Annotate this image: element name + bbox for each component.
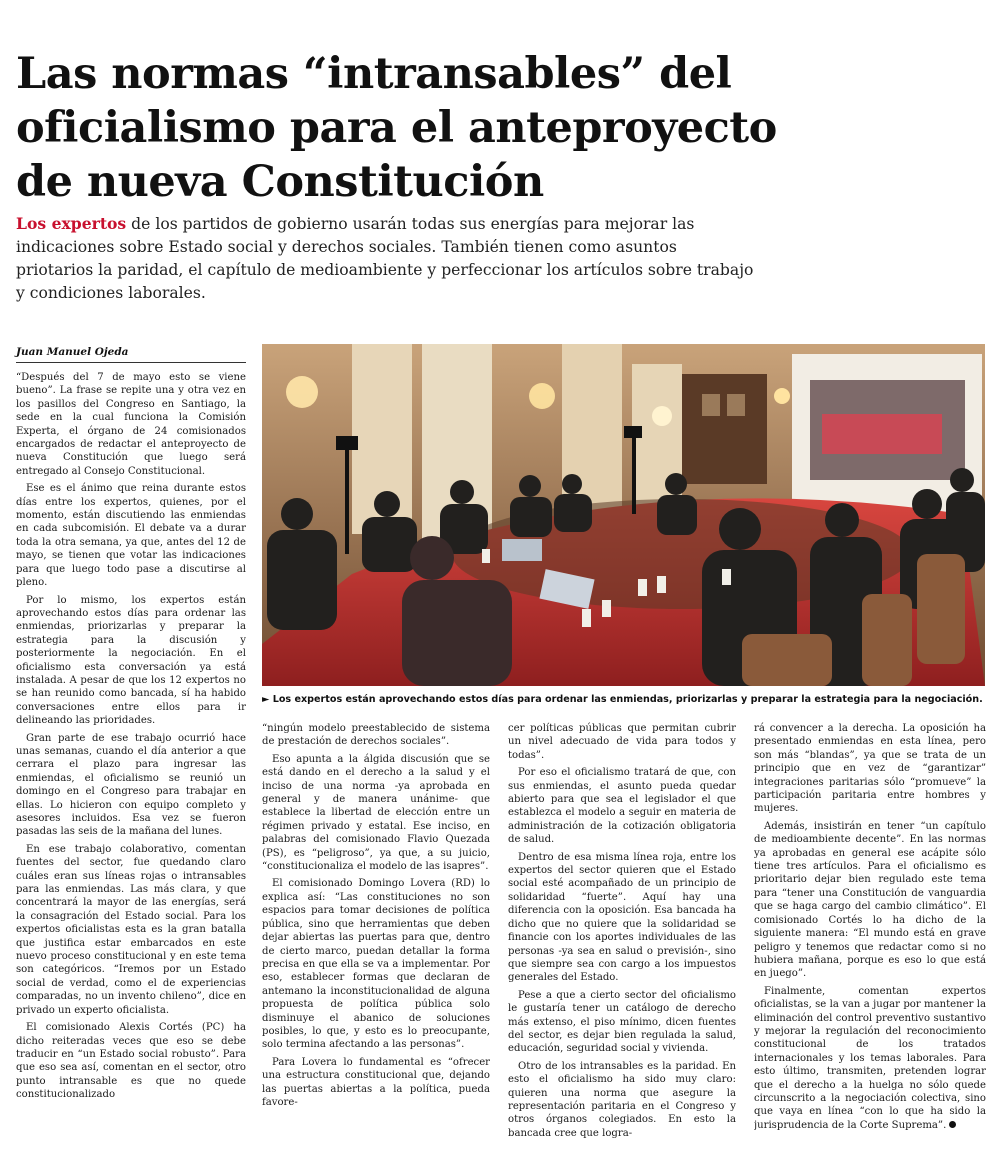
paragraph: cer políticas públicas que permitan cubrir un nivel adecuado de vida para todos y todas”. <box>508 723 736 761</box>
photo-caption: ► Los expertos están aprovechando estos días para ordenar las enmiendas, priorizarlas y preparar la estrategia para la negociación. <box>262 694 983 705</box>
paragraph: Pese a que a cierto sector del oficialismo le gustaría tener un catálogo de derecho más extenso, el piso mínimo, dicen fuentes del sector, es dejar bien regulada la salud, educación, seguridad social y vivienda. <box>508 989 736 1055</box>
paragraph: En ese trabajo colaborativo, comentan fuentes del sector, fue quedando claro cuáles eran sus líneas rojas o intransables para las enmiendas. Las más clara, y que concentrará la mayor de las energías, será la consagración del Estado social. Para los expertos oficialistas esta es la gran batalla que justifica estar embarcados en este nuevo proceso constitucional y en este tema son categóricos. “Iremos por un Estado social de verdad, como el de experiencias comparadas, no un invento chileno”, dice en privado un experto oficialista. <box>16 843 246 1016</box>
article-column-2 <box>262 722 490 1162</box>
article-column-4 <box>754 722 986 1162</box>
paragraph: Por lo mismo, los expertos están aprovechando estos días para ordenar las enmiendas, priorizarlas y preparar la estrategia para la discusión y posteriormente la negociación. En el oficialismo esta conversación ya está instalada. A pesar de que los 12 expertos no se han reunido como bancada, sí ha habido conversaciones entre ellos para ir delineando las prioridades. <box>16 594 246 727</box>
paragraph: El comisionado Domingo Lovera (RD) lo explica así: “Las constituciones no son espacios para tomar decisiones de política pública, sino que herramientas que deben dejar abiertas las puertas para que, dentro de cierto marco, puedan detallar la forma precisa en que ella se va a implementar. Por eso, establecer formas que declaran de antemano la inconstitucionalidad de alguna propuesta de política pública solo disminuye el abanico de soluciones posibles, lo que, y esto es lo preocupante, solo termina afectando a las personas”. <box>262 878 490 1051</box>
article-photo <box>262 344 985 686</box>
paragraph <box>754 985 986 1132</box>
byline: Juan Manuel Ojeda <box>16 344 246 363</box>
paragraph: “ningún modelo preestablecido de sistema de prestación de derechos sociales”. <box>262 723 490 748</box>
paragraph: El comisionado Alexis Cortés (PC) ha dicho reiteradas veces que eso se debe traducir en “un Estado social robusto”. Para que eso sea así, comentan en el sector, otro punto intransable es que no quede constitucionalizado <box>16 1022 246 1101</box>
paragraph: Otro de los intransables es la paridad. En esto el oficialismo ha sido muy claro: quieren una norma que asegure la representación paritaria en el Congreso y otros órganos colegiados. En esto la bancada cree que logra- <box>508 1060 736 1139</box>
paragraph: Ese es el ánimo que reina durante estos días entre los expertos, quienes, por el momento, están discutiendo las enmiendas en cada subcomisión. El debate va a durar toda la otra semana, ya que, antes del 12 de mayo, se tienen que votar las indicaciones para que luego todo pase a discutirse al pleno. <box>16 483 246 589</box>
commission-meeting-photo <box>262 344 985 686</box>
end-mark-icon <box>949 1121 956 1128</box>
paragraph: Eso apunta a la álgida discusión que se está dando en el derecho a la salud y el inciso de una norma -ya aprobada en general y de manera unánime- que establece la libertad de elección entre un régimen privado y estatal. Ese inciso, en palabras del comisionado Flavio Quezada (PS), es “peligroso”, ya que, a su juicio, “constitucionaliza el modelo de las isapres”. <box>262 753 490 873</box>
article-column-1 <box>16 371 246 1161</box>
paragraph: Por eso el oficialismo tratará de que, con sus enmiendas, el asunto pueda quedar abierto para que sea el legislador el que establezca el modelo a seguir en materia de administración de la cotización obligatoria de salud. <box>508 767 736 846</box>
paragraph: Para Lovera lo fundamental es “ofrecer una estructura constitucional que, dejando las puertas abiertas a la política, pueda favore- <box>262 1056 490 1108</box>
paragraph: rá convencer a la derecha. La oposición ha presentado enmiendas en esta línea, pero son más “blandas”, ya que se trata de un principio que en vez de “garantizar” integraciones paritarias sólo “promueve” la participación paritaria entre hombres y mujeres. <box>754 723 986 815</box>
headline: Las normas “intransables” del oficialismo para el anteproyecto de nueva Constitución <box>16 48 777 207</box>
article-column-3 <box>508 722 736 1162</box>
paragraph: Dentro de esa misma línea roja, entre los expertos del sector quieren que el Estado social esté acompañado de un principio de solidaridad “fuerte”. Aquí hay una diferencia con la oposición. Esa bancada ha dicho que no quiere que la solidaridad se financie con los aportes individuales de las personas -ya sea en salud o previsión-, sino que siempre sea con cargo a los impuestos generales del Estado. <box>508 851 736 984</box>
lead-paragraph <box>16 212 756 305</box>
paragraph-text: Finalmente, comentan expertos oficialistas, se la van a jugar por mantener la eliminación del control preventivo sustantivo y mejorar la regulación del reconocimiento constitucional de los tratados internacionales y los temas laborales. Para esto último, transmiten, pretenden lograr que el derecho a la huelga no sólo quede circunscrito a la negociación colectiva, sino que vaya en línea “con lo que ha sido la jurisprudencia de la Corte Suprema”. <box>754 985 986 1131</box>
paragraph: Gran parte de ese trabajo ocurrió hace unas semanas, cuando el día anterior a que cerrara el plazo para ingresar las enmiendas, el oficialismo se reunió un domingo en el Congreso para trabajar en ellas. Lo hicieron con equipo completo y asesores incluidos. Esa vez se fueron pasadas las seis de la mañana del lunes. <box>16 732 246 838</box>
lead-text: de los partidos de gobierno usarán todas sus energías para mejorar las indicaciones sobre Estado social y derechos sociales. También tienen como asuntos priotarios la paridad, el capítulo de medioambiente y perfeccionar los artículos sobre trabajo y condiciones laborales. <box>16 214 754 302</box>
lead-kicker: Los expertos <box>16 213 127 233</box>
paragraph: Además, insistirán en tener “un capítulo de medioambiente decente”. En las normas ya aprobadas en general ese acápite sólo tiene tres artículos. Para el oficialismo es prioritario dejar bien regulado este tema para “tener una Constitución de vanguardia que se haga cargo del cambio climático”. El comisionado Cortés lo ha dicho de la siguiente manera: “El mundo está en grave peligro y tenemos que redactar como si no hubiera mañana, porque es eso lo que está en juego”. <box>754 820 986 980</box>
paragraph: “Después del 7 de mayo esto se viene bueno”. La frase se repite una y otra vez en los pasillos del Congreso en Santiago, la sede en la cual funciona la Comisión Experta, el órgano de 24 comisionados encargados de redactar el anteproyecto de nueva Constitución que luego será entregado al Consejo Constitucional. <box>16 372 246 477</box>
